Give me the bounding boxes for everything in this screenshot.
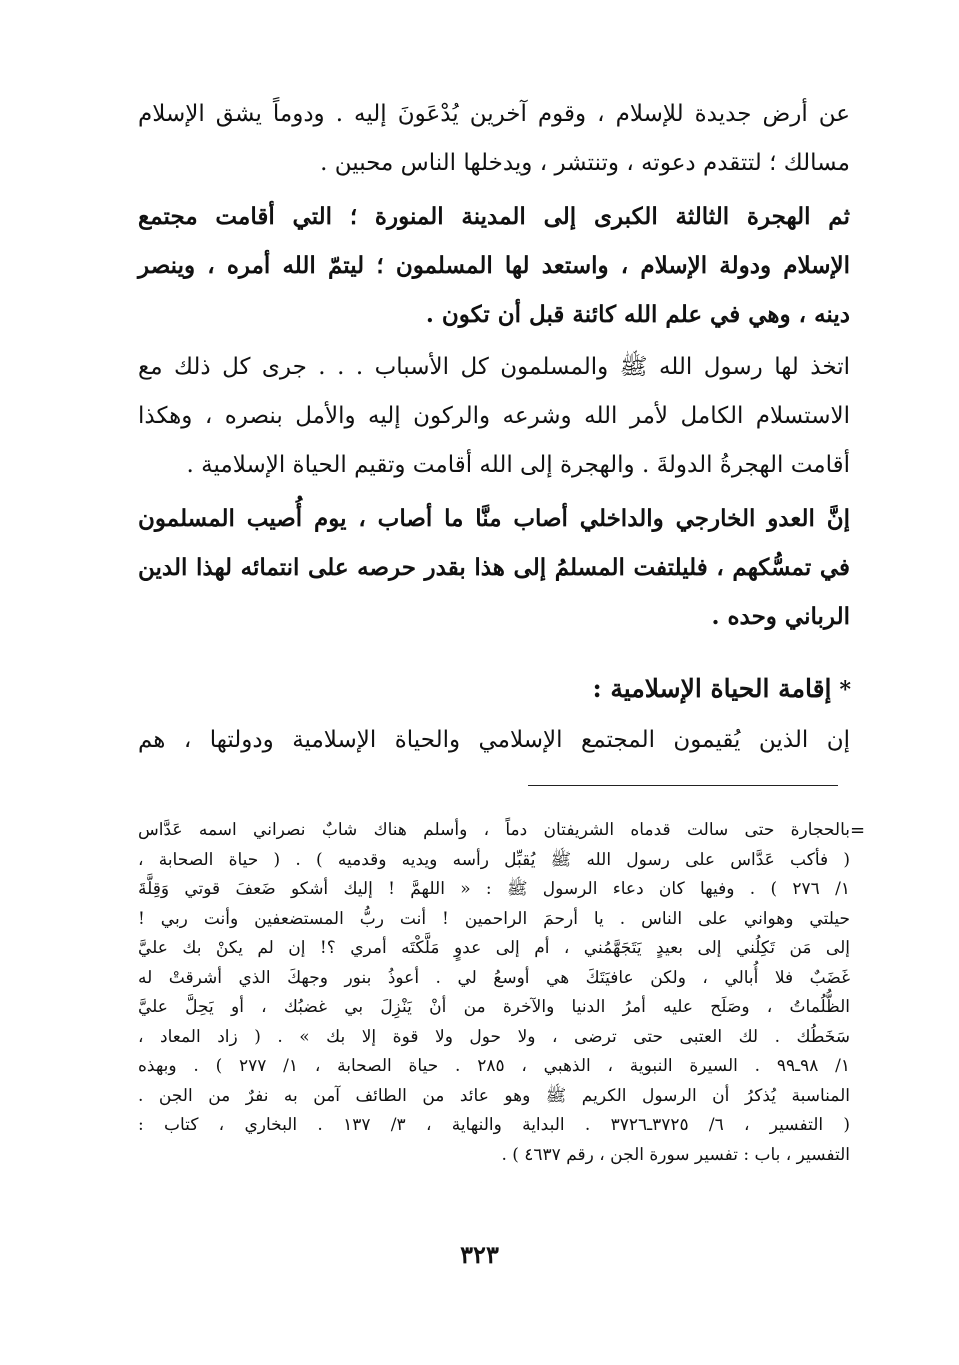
main-text bbox=[138, 90, 850, 645]
footnote-line: سَخَطُك . لك العتبى حتى ترضى ، ولا حول ولا قوة إلا بك » . ( زاد المعاد ، bbox=[138, 1026, 850, 1047]
text-line: اتخذ لها رسول الله ﷺ والمسلمون كل الأسباب . . . جرى كل ذلك مع bbox=[138, 354, 850, 380]
footnote-line: ( التفسير ، ٦/ ٣٧٢٥ـ٣٧٢٦ . البداية والنهاية ، ٣/ ١٣٧ . البخاري ، كتاب : bbox=[138, 1115, 851, 1135]
footnote-block bbox=[138, 816, 850, 1170]
text-line: مسالك ؛ لتتقدم دعوته ، وتنتشر ، ويدخلها الناس محبين . bbox=[320, 150, 850, 176]
text-line: عن أرض جديدة للإسلام ، وقوم آخرين يُدْعَونَ إليه . ودوماً يشق الإسلام bbox=[138, 101, 850, 127]
footnote-continuation-marker: = bbox=[850, 820, 866, 841]
text-line: دينه ، وهي في علم الله كائنة قبل أن تكون . bbox=[425, 301, 850, 328]
text-line: الاستسلام الكامل لأمر الله وشرعه والركون إليه والأمل بنصره ، وهكذا bbox=[138, 403, 850, 429]
footnote-line: ( فأكب عَدَّاس على رسول الله ﷺ يُقبِّل رأسه ويديه وقدميه ) . ( حياة الصحابة ، bbox=[138, 849, 850, 870]
text-line: إن الذين يُقيمون المجتمع الإسلامي والحياة الإسلامية ودولتها ، هم bbox=[138, 727, 850, 753]
footnote-line: المناسبة يُذكرُ أن الرسول الكريم ﷺ وهو عائد من الطائف آمن به نفرٌ من الجن . bbox=[138, 1085, 850, 1106]
star-marker: * bbox=[839, 677, 851, 703]
footnote-line: التفسير ، باب : تفسير سورة الجن ، رقم ٤٦٣٧ ) . bbox=[501, 1144, 850, 1165]
footnote-line: إلى مَن تَكِلُني إلى بعيدٍ يَتَجَهَّمُني ، أم إلى عدوٍ مَلَّكْتَه أمري ؟! إن لم يكنْ بك عليَّ bbox=[138, 938, 850, 958]
text-line: ثم الهجرة الثالثة الكبرى إلى المدينة المنورة ؛ التي أقامت مجتمع bbox=[138, 203, 850, 230]
footnote-line: حيلتي وهواني على الناس . يا أرحمَ الراحمين ! أنت ربُّ المستضعفين وأنت ربي ! bbox=[138, 908, 850, 929]
paragraph-4 bbox=[138, 494, 850, 641]
paragraph-2 bbox=[138, 192, 850, 339]
footnote-line: غَضَبٌ فلا أُبالي ، ولكن عافيَتَكَ هي أوسعُ لي . أعوذُ بنور وجهكَ الذي أشرقتْ له bbox=[138, 967, 850, 988]
text-line: الرباني وحده . bbox=[711, 603, 850, 630]
text-line: في تمسُّكهم ، فليلتفت المسلمُ إلى هذا بقدر حرصه على انتمائه لهذا الدين bbox=[138, 554, 850, 581]
page-number: ٣٢٣ bbox=[460, 1240, 499, 1269]
footnote-line: الظُّلُماتُ ، وصَلَح عليه أمرُ الدنيا والآخرة من أنْ يَنْزِلَ بي غضبُك ، أو يَحِلَّ عليَّ bbox=[138, 997, 850, 1017]
text-line: أقامت الهجرةُ الدولةَ . والهجرة إلى الله أقامت وتقيم الحياة الإسلامية . bbox=[186, 452, 850, 478]
footnote-line: ١/ ٢٧٦ ) . وفيها كان دعاء الرسول ﷺ : « اللهمَّ ! إليك أشكو ضَعفَ قوتي وَقِلَّةَ bbox=[138, 879, 850, 899]
footnote-line: ١/ ٩٨ـ٩٩ . السيرة النبوية ، الذهبي ، ٢٨٥ . حياة الصحابة ، ١/ ٢٧٧ ) . وبهذه bbox=[138, 1056, 850, 1076]
paragraph-1 bbox=[138, 90, 850, 188]
footnote-divider bbox=[528, 785, 838, 786]
text-line: الإسلام ودولة الإسلام ، واستعد لها المسلمون ؛ ليتمّ الله أمره ، وينصر bbox=[138, 252, 850, 279]
section-heading-text: إقامة الحياة الإسلامية : bbox=[592, 674, 832, 703]
text-line: إنَّ العدو الخارجي والداخلي أصاب منَّا ما أصاب ، يوم أُصيب المسلمون bbox=[138, 505, 850, 532]
section-intro bbox=[138, 716, 850, 765]
paragraph-3 bbox=[138, 343, 850, 490]
footnote-line: بالحجارة حتى سالت قدماه الشريفتان دماً ، وأسلم هناك شابٌ نصراني اسمه عَدَّاس bbox=[138, 820, 850, 840]
section-heading bbox=[592, 664, 851, 714]
